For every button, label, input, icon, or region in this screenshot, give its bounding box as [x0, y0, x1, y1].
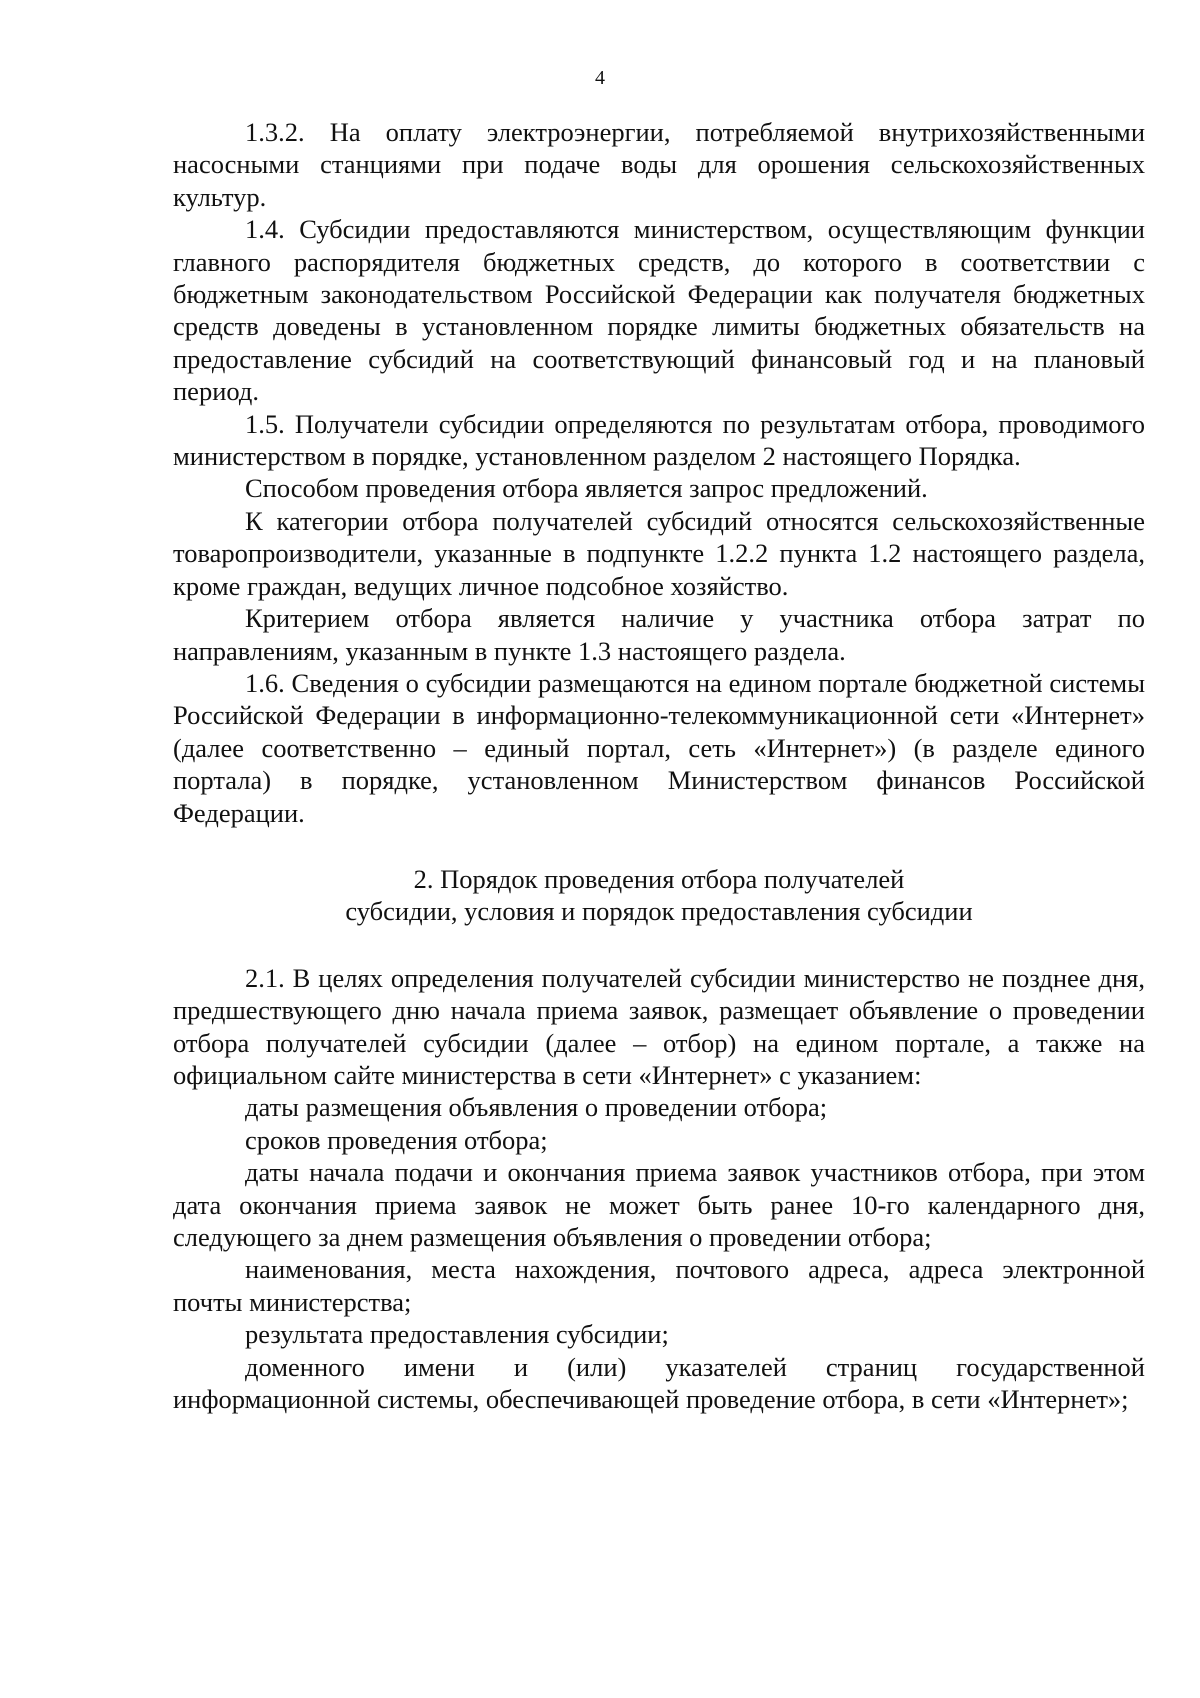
list-item-announcement-date: даты размещения объявления о проведении отбора; [245, 1092, 828, 1123]
paragraph-1-5: 1.5. Получатели субсидии определяются по результатам отбора, проводимого министерством в порядке, установленном разделом 2 настоящего Порядка. [173, 408, 1145, 472]
paragraph-1-4: 1.4. Субсидии предоставляются министерством, осуществляющим функции главного распорядителя бюджетных средств, до которого в соответствии с бюджетным законодательством Российской Федерации как получателя бюджетных средств доведены в установленном порядке лимиты бюджетных обязательств на предоставление субсидий на соответствующий финансовый год и на плановый период. [173, 214, 1145, 407]
list-item-application-dates: даты начала подачи и окончания приема заявок участников отбора, при этом дата окончания приема заявок не может быть ранее 10-го календарного дня, следующего за днем размещения объявления о проведении отбора; [173, 1157, 1145, 1252]
page-number: 4 [595, 67, 605, 89]
section-heading-line-2: субсидии, условия и порядок предоставления субсидии [345, 896, 973, 927]
list-item-subsidy-result: результата предоставления субсидии; [245, 1319, 669, 1350]
document-body [173, 116, 1145, 1415]
section-heading-line-1: 2. Порядок проведения отбора получателей [413, 863, 905, 894]
paragraph-selection-method: Способом проведения отбора является запрос предложений. [245, 473, 928, 504]
paragraph-selection-criterion: Критерием отбора является наличие у участника отбора затрат по направлениям, указанным в пункте 1.3 настоящего раздела. [173, 603, 1145, 666]
paragraph-1-6: 1.6. Сведения о субсидии размещаются на едином портале бюджетной системы Российской Федерации в информационно-телекоммуникационной сети «Интернет» (далее соответственно – единый портал, сеть «Интернет») (в разделе единого портала) в порядке, установленном Министерством финансов Российской Федерации. [173, 667, 1145, 828]
section-heading [173, 863, 1145, 928]
list-item-ministry-contacts: наименования, места нахождения, почтового адреса, адреса электронной почты министерства; [173, 1254, 1145, 1317]
list-item-selection-period: сроков проведения отбора; [245, 1124, 548, 1155]
paragraph-2-1: 2.1. В целях определения получателей субсидии министерство не позднее дня, предшествующего дню начала приема заявок, размещает объявление о проведении отбора получателей субсидии (далее – отбор) на едином портале, а также на официальном сайте министерства в сети «Интернет» с указанием: [173, 962, 1145, 1090]
paragraph-1-3-2: 1.3.2. На оплату электроэнергии, потребляемой внутрихозяйственными насосными станциями при подаче воды для орошения сельскохозяйственных культур. [173, 117, 1145, 212]
paragraph-selection-category: К категории отбора получателей субсидий относятся сельскохозяйственные товаропроизводители, указанные в подпункте 1.2.2 пункта 1.2 настоящего раздела, кроме граждан, ведущих личное подсобное хозяйство. [173, 505, 1145, 601]
list-item-domain-name: доменного имени и (или) указателей страниц государственной информационной системы, обеспечивающей проведение отбора, в сети «Интернет»; [173, 1351, 1145, 1415]
